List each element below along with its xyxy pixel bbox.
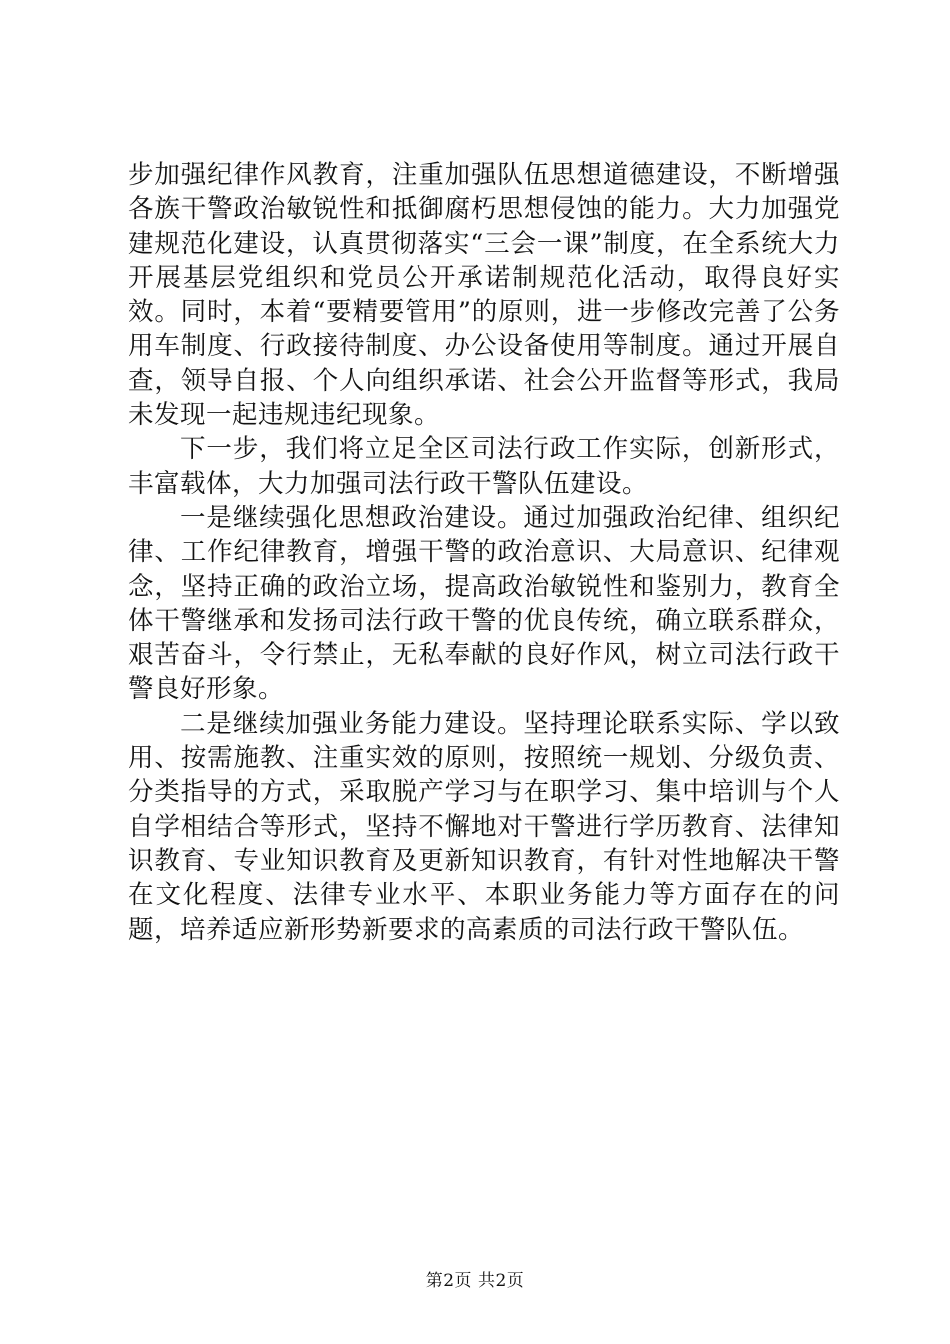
- paragraph-political-construction: 一是继续强化思想政治建设。通过加强政治纪律、组织纪律、工作纪律教育，增强干警的政治意识、大局意识、纪律观念，坚持正确的政治立场，提高政治敏锐性和鉴别力，教育全体干警继承和发扬司法行政干警的优良传统，确立联系群众，艰苦奋斗，令行禁止，无私奉献的良好作风，树立司法行政干警良好形象。: [128, 502, 840, 705]
- page-number-footer: 第2页 共2页: [425, 1271, 525, 1291]
- paragraph-discipline-education: 步加强纪律作风教育，注重加强队伍思想道德建设，不断增强各族干警政治敏锐性和抵御腐朽思想侵蚀的能力。大力加强党建规范化建设，认真贯彻落实“三会一课”制度，在全系统大力开展基层党组织和党员公开承诺制规范化活动，取得良好实效。同时，本着“要精要管用”的原则，进一步修改完善了公务用车制度、行政接待制度、办公设备使用等制度。通过开展自查，领导自报、个人向组织承诺、社会公开监督等形式，我局未发现一起违规违纪现象。: [128, 160, 840, 431]
- document-body: [128, 158, 840, 947]
- paragraph-professional-capacity: 二是继续加强业务能力建设。坚持理论联系实际、学以致用、按需施教、注重实效的原则，按照统一规划、分级负责、分类指导的方式，采取脱产学习与在职学习、集中培训与个人自学相结合等形式，坚持不懈地对干警进行学历教育、法律知识教育、专业知识教育及更新知识教育，有针对性地解决干警在文化程度、法律专业水平、本职业务能力等方面存在的问题，培养适应新形势新要求的高素质的司法行政干警队伍。: [128, 708, 840, 945]
- paragraph-next-steps: 下一步，我们将立足全区司法行政工作实际，创新形式，丰富载体，大力加强司法行政干警队伍建设。: [128, 434, 840, 499]
